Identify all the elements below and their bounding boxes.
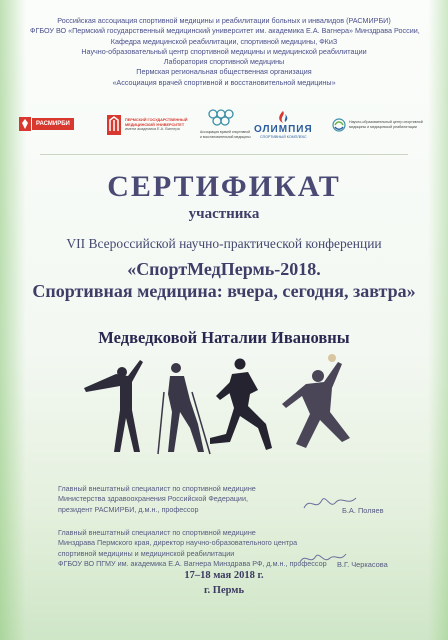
association-line: Ассоциация врачей спортивной (200, 130, 251, 134)
header-line: Кафедра медицинской реабилитации, спортивной медицины, ФКиЗ (110, 36, 338, 46)
logo-rasmirbi (18, 116, 74, 132)
association-line: и восстановительной медицины (200, 134, 251, 139)
university-line: имени академика Е.А. Вагнера (125, 127, 180, 132)
ball-icon (328, 354, 336, 362)
decorative-edge-right (428, 0, 448, 640)
center-swirl-icon (332, 118, 346, 132)
athletes-silhouettes-illustration (80, 352, 370, 467)
logo-association (200, 108, 251, 139)
header-line: «Ассоциация врачей спортивной и восстановительной медицины» (112, 77, 336, 87)
certificate-subtitle: участника (188, 206, 260, 222)
walker-silhouette (158, 363, 210, 454)
signature-block-1 (58, 484, 256, 515)
volleyball-player-silhouette (282, 354, 350, 448)
gymnast-silhouette (84, 360, 143, 452)
signature-text: Главный внештатный специалист по спортивной медицине (58, 528, 256, 537)
organizations-header (30, 16, 418, 88)
signature-text: спортивной медицины и медицинской реабилитации (58, 548, 235, 558)
signature-name-2: В.Г. Черкасова (337, 560, 388, 569)
olimpia-label: ОЛИМПИЯ (254, 124, 313, 135)
event-city: г. Пермь (203, 585, 245, 596)
logos-row (14, 108, 434, 148)
signature-text: Главный внештатный специалист по спортивной медицине (58, 484, 256, 493)
center-line: Научно-образовательный центр спортивной (349, 120, 423, 125)
signature-text: ФГБОУ ВО ПГМУ им. академика Е.А. Вагнера Минздрава РФ, д.м.н., профессор (58, 559, 327, 569)
signature-text: Минздрава Пермского края, директор научно-образовательного центра (58, 538, 298, 548)
header-line: Пермская региональная общественная организация (136, 67, 312, 77)
header-line: Лаборатория спортивной медицины (163, 57, 285, 67)
emblem-icon (18, 116, 32, 132)
signature-name-1: Б.А. Поляев (342, 506, 384, 515)
conference-name-line-2: Спортивная медицина: вчера, сегодня, завтра» (32, 281, 416, 301)
runner-silhouette (210, 359, 272, 451)
conference-name-line-1: «СпортМедПермь-2018. (127, 259, 321, 279)
conference-line: VII Всероссийской научно-практической конференции (66, 236, 382, 251)
recipient-name: Медведковой Наталии Ивановны (98, 328, 350, 347)
center-line: медицины и медицинской реабилитации (349, 125, 417, 129)
signature-block-2 (58, 528, 327, 570)
header-line: Научно-образовательный центр спортивной медицины и медицинской реабилитации (81, 46, 367, 56)
olimpia-flame-icon (273, 110, 293, 124)
logo-university (106, 114, 187, 136)
header-line: Российская ассоциация спортивной медицины и реабилитации больных и инвалидов (РАСМИРБИ) (57, 16, 391, 25)
university-line: ПЕРМСКИЙ ГОСУДАРСТВЕННЫЙ (125, 118, 188, 123)
signature-text: Министерства здравоохранения Российской Федерации, (58, 494, 248, 504)
university-emblem-icon (106, 114, 122, 136)
signature-text: президент РАСМИРБИ, д.м.н., профессор (58, 504, 199, 514)
logo-olimpia (254, 110, 313, 139)
olimpia-sublabel: СПОРТИВНЫЙ КОМПЛЕКС (260, 135, 307, 139)
association-emblem-icon (206, 108, 236, 130)
university-line: МЕДИЦИНСКИЙ УНИВЕРСИТЕТ (125, 122, 185, 127)
divider (40, 154, 408, 155)
rasmirbi-label: РАСМИРБИ (32, 118, 74, 130)
conference-name (0, 258, 448, 302)
event-date: 17–18 мая 2018 г. (184, 570, 264, 581)
header-line: ФГБОУ ВО «Пермский государственный медицинский университет им. академика Е.А. Вагнера» Минздрава России, (30, 26, 420, 36)
decorative-edge-left (0, 0, 26, 640)
logo-center (332, 118, 423, 132)
certificate-title: СЕРТИФИКАТ (107, 170, 341, 203)
